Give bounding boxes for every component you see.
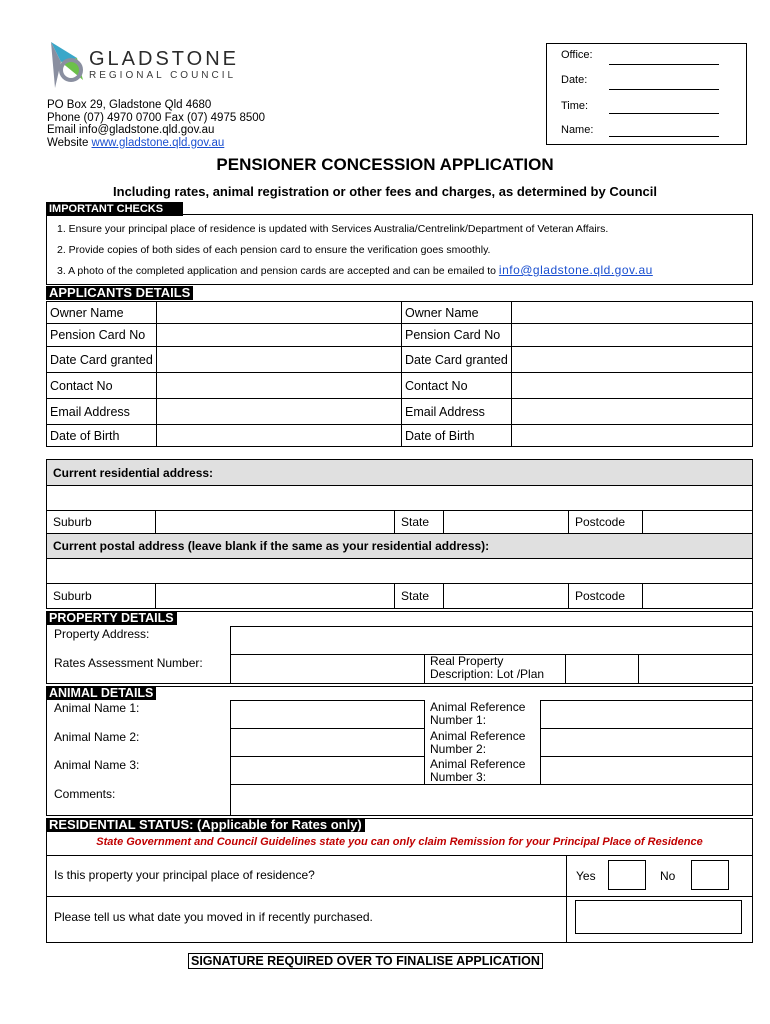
pension-card-input-1[interactable] [157,324,402,347]
date-label: Date: [561,74,588,86]
no-label: No [660,869,676,883]
office-field[interactable] [609,64,719,65]
principal-question: Is this property your principal place of residence? [54,868,315,882]
check-item-1: 1. Ensure your principal place of residence is updated with Services Australia/Centrelink/Department of Veteran Affairs. [57,223,609,235]
applicants-table [46,301,753,447]
animal-name-1-input[interactable] [230,700,425,729]
owner-name-input-1[interactable] [157,302,402,324]
pension-card-label-2: Pension Card No [402,324,512,347]
check-item-3-text: 3. A photo of the completed application and pension cards are accepted and can be emailed to [57,265,496,277]
rpd-plan-input[interactable] [638,654,753,684]
email-input-2[interactable] [512,399,753,425]
assessment-input[interactable] [230,654,425,684]
signature-notice: SIGNATURE REQUIRED OVER TO FINALISE APPLICATION [188,953,543,969]
dob-input-1[interactable] [157,425,402,447]
residential-status-header: RESIDENTIAL STATUS: (Applicable for Rates only) [46,818,365,832]
property-header: PROPERTY DETAILS [46,611,177,625]
dob-input-2[interactable] [512,425,753,447]
post-state-input[interactable] [443,583,569,609]
pension-card-label-1: Pension Card No [47,324,157,347]
important-checks-box [46,214,753,285]
yes-checkbox[interactable] [608,860,646,890]
residential-address-label: Current residential address: [46,459,753,486]
contact-no-label-2: Contact No [402,373,512,399]
logo [47,40,237,92]
applicants-header: APPLICANTS DETAILS [46,286,193,300]
principal-answer-divider [566,855,567,897]
res-state-input[interactable] [443,510,569,534]
email-label-2: Email Address [402,399,512,425]
owner-name-label-1: Owner Name [47,302,157,324]
animal-ref-3-input[interactable] [540,756,753,785]
animal-name-3-input[interactable] [230,756,425,785]
contact-no-input-1[interactable] [157,373,402,399]
animal-name-2-label: Animal Name 2: [54,730,140,744]
animal-ref-1-label: Animal Reference Number 1: [430,700,526,727]
postal-address-input[interactable] [46,558,753,584]
move-in-question: Please tell us what date you moved in if recently purchased. [54,910,373,924]
contact-no-input-2[interactable] [512,373,753,399]
pension-card-input-2[interactable] [512,324,753,347]
time-field[interactable] [609,113,719,114]
animal-name-1-label: Animal Name 1: [54,701,140,715]
residential-address-input[interactable] [46,485,753,511]
office-label: Office: [561,49,593,61]
animal-ref-3-label: Animal Reference Number 3: [430,757,526,784]
animal-header: ANIMAL DETAILS [46,686,156,700]
animal-ref-1-input[interactable] [540,700,753,729]
animal-ref-2-label: Animal Reference Number 2: [430,729,526,756]
rpd-lot-input[interactable] [565,654,639,684]
check-item-2: 2. Provide copies of both sides of each pension card to ensure the verification goes smoothly. [57,244,491,256]
email-input-1[interactable] [157,399,402,425]
contact-email: Email info@gladstone.qld.gov.au [47,124,215,136]
logo-subtitle: REGIONAL COUNCIL [89,70,237,81]
contact-address: PO Box 29, Gladstone Qld 4680 [47,99,212,111]
res-suburb-input[interactable] [155,510,395,534]
post-suburb-label: Suburb [46,583,156,609]
date-granted-label-1: Date Card granted [47,347,157,373]
contact-block [47,99,347,149]
animal-ref-2-input[interactable] [540,728,753,757]
dob-label-2: Date of Birth [402,425,512,447]
date-field[interactable] [609,89,719,90]
owner-name-input-2[interactable] [512,302,753,324]
res-state-label: State [394,510,444,534]
email-link[interactable]: info@gladstone.qld.gov.au [498,263,653,277]
date-granted-input-2[interactable] [512,347,753,373]
post-postcode-input[interactable] [642,583,753,609]
important-checks-header: IMPORTANT CHECKS [46,202,183,216]
res-postcode-input[interactable] [642,510,753,534]
property-address-label: Property Address: [54,627,150,641]
rpd-label: Real Property Description: Lot /Plan [430,654,545,681]
date-granted-input-1[interactable] [157,347,402,373]
council-logo-icon [47,40,89,90]
date-granted-label-2: Date Card granted [402,347,512,373]
name-label: Name: [561,124,594,136]
res-postcode-label: Postcode [568,510,643,534]
animal-name-2-input[interactable] [230,728,425,757]
time-label: Time: [561,100,589,112]
email-label-1: Email Address [47,399,157,425]
page-subtitle: Including rates, animal registration or other fees and charges, as determined by Council [113,184,657,199]
page-title: PENSIONER CONCESSION APPLICATION [216,155,554,174]
post-state-label: State [394,583,444,609]
res-suburb-label: Suburb [46,510,156,534]
dob-label-1: Date of Birth [47,425,157,447]
office-use-box [546,43,747,145]
logo-title: GLADSTONE [89,48,239,70]
contact-website-line [47,137,347,150]
move-in-date-input[interactable] [575,900,742,934]
no-checkbox[interactable] [691,860,729,890]
animal-name-3-label: Animal Name 3: [54,758,140,772]
website-link[interactable]: www.gladstone.qld.gov.au [91,136,225,149]
post-postcode-label: Postcode [568,583,643,609]
post-suburb-input[interactable] [155,583,395,609]
remission-note: State Government and Council Guidelines state you can only claim Remission for your Principal Place of Residence [96,836,703,848]
yes-label: Yes [576,869,596,883]
owner-name-label-2: Owner Name [402,302,512,324]
contact-phone: Phone (07) 4970 0700 Fax (07) 4975 8500 [47,111,266,124]
move-in-answer-divider [566,897,567,943]
postal-address-label: Current postal address (leave blank if the same as your residential address): [46,533,753,559]
name-field[interactable] [609,136,719,137]
contact-no-label-1: Contact No [47,373,157,399]
comments-input[interactable] [230,784,753,816]
check-item-3 [57,263,653,277]
assessment-label: Rates Assessment Number: [54,656,203,670]
comments-label: Comments: [54,787,116,801]
website-label: Website [47,136,92,149]
property-address-input[interactable] [230,626,753,655]
